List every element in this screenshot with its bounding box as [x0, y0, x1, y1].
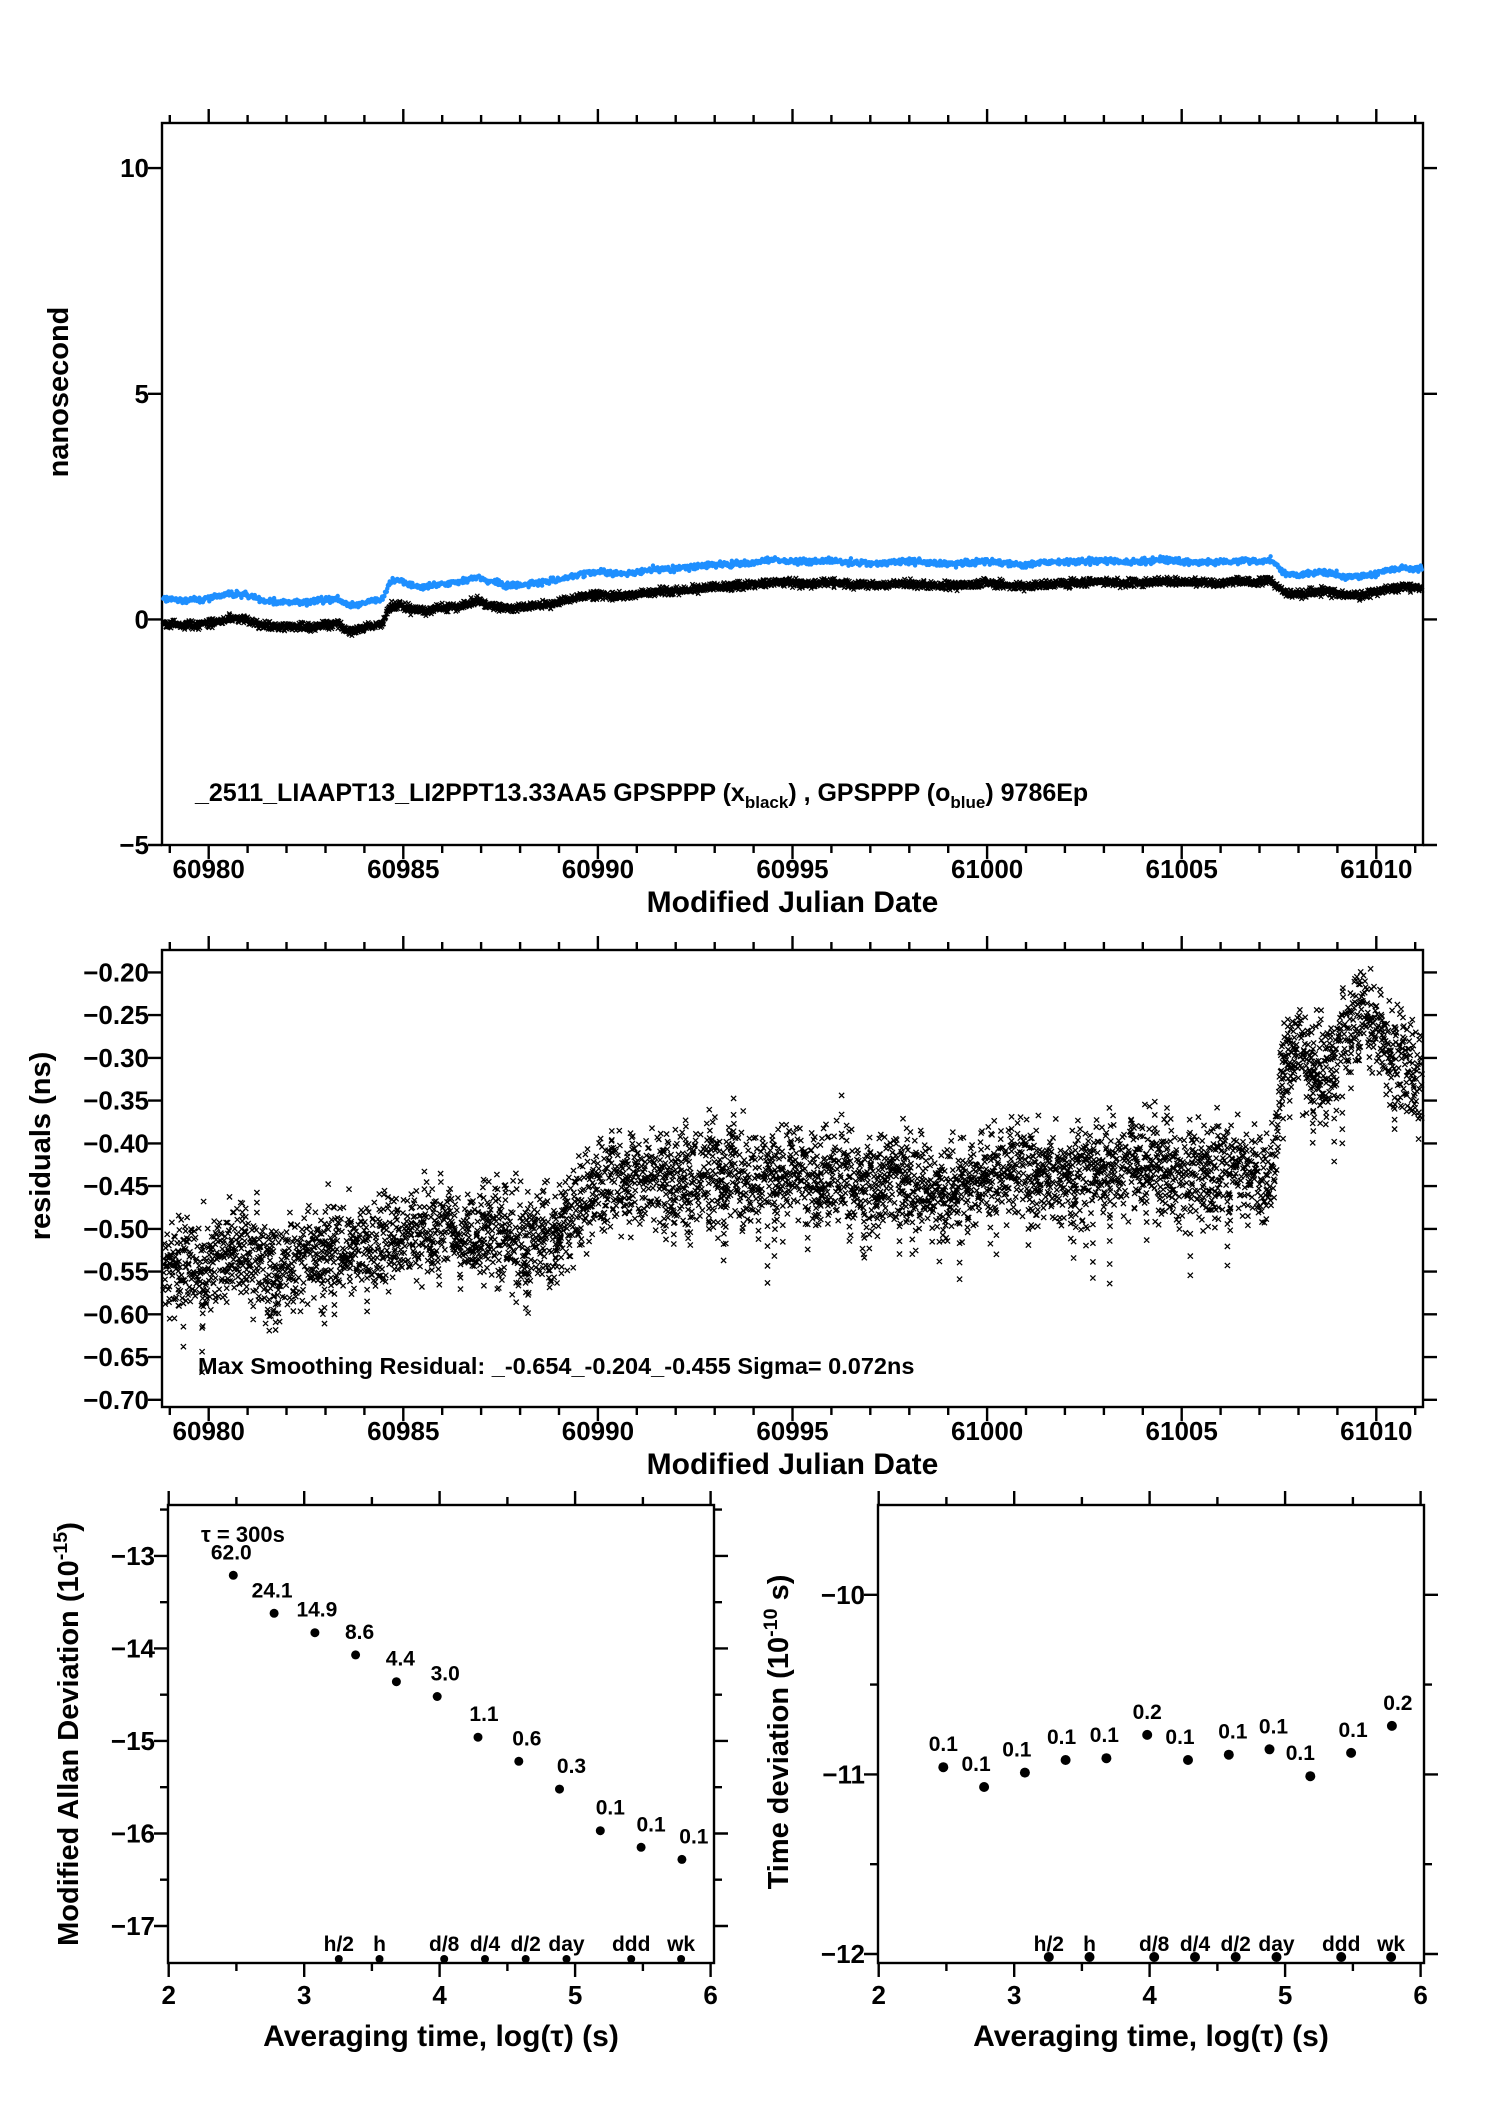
- y-axis-title: Modified Allan Deviation $(10^{-15})$: [50, 1522, 85, 1946]
- data-point: [1224, 1750, 1234, 1760]
- ref-marker-label: h: [1083, 1933, 1096, 1956]
- phase-chart: [43, 109, 1437, 919]
- value-label: 62.0: [210, 1541, 252, 1565]
- ref-marker-label: day: [548, 1933, 585, 1956]
- y-tick-label: −17: [110, 1911, 155, 1941]
- plot-annotation: _2511_LIAAPT13_LI2PPT13.33AA5 GPSPPP $(x_{black})$ , GPSPPP $(o_{blue})$ 9786Ep: [195, 779, 1089, 812]
- x-tick-label: 2: [871, 1980, 886, 2010]
- value-label: 3.0: [430, 1662, 460, 1686]
- tau-note: τ = 300s: [201, 1522, 285, 1547]
- ref-marker-label: wk: [667, 1933, 696, 1956]
- x-tick-label: 61005: [1145, 854, 1218, 884]
- value-label: 0.1: [636, 1813, 666, 1837]
- y-axis-title: residuals (ns): [25, 1051, 57, 1241]
- ref-marker-label: day: [1258, 1933, 1295, 1956]
- y-tick-label: −14: [110, 1633, 155, 1664]
- y-tick-label: −0.35: [83, 1085, 149, 1116]
- value-label: 0.1: [961, 1753, 991, 1776]
- data-point: [979, 1782, 989, 1792]
- ref-marker-label: d/8: [429, 1933, 460, 1956]
- x-tick-label: 5: [1277, 1980, 1293, 2010]
- ref-marker-label: d/2: [1220, 1933, 1251, 1956]
- axis-frame: [168, 1505, 714, 1963]
- value-label: 0.1: [1218, 1720, 1248, 1744]
- data-point: [1346, 1748, 1356, 1758]
- data-point: [938, 1762, 948, 1772]
- value-label: 0.1: [679, 1825, 709, 1849]
- data-point: [392, 1677, 401, 1686]
- y-axis-title: Time deviation ($10^{-10}$ s): [760, 1574, 795, 1890]
- x-tick-label: 6: [1413, 1980, 1428, 2010]
- y-tick-label: −0.25: [83, 1000, 149, 1031]
- x-tick-label: 3: [296, 1980, 312, 2010]
- data-points: [211, 1541, 709, 1864]
- x-tick-label: 61000: [950, 1416, 1024, 1446]
- y-tick-label: −0.65: [83, 1342, 149, 1373]
- data-point: [555, 1785, 564, 1794]
- ref-marker-label: d/4: [469, 1933, 501, 1956]
- x-axis-title: Averaging time, log(τ) (s): [973, 2020, 1329, 2053]
- data-point: [1101, 1753, 1111, 1763]
- y-tick-label: −11: [822, 1759, 865, 1790]
- data-point: [1183, 1755, 1193, 1765]
- ref-marker-label: h/2: [323, 1933, 354, 1956]
- x-axis-title: Averaging time, log(τ) (s): [263, 2020, 619, 2053]
- data-point: [270, 1609, 279, 1618]
- ref-marker-label: d/4: [1179, 1933, 1211, 1956]
- ref-marker-dot: [481, 1955, 489, 1963]
- data-point: [351, 1650, 360, 1659]
- value-label: 0.1: [1285, 1742, 1315, 1766]
- ref-marker-dot: [376, 1955, 384, 1963]
- data-point: [1020, 1768, 1030, 1778]
- data-point: [1387, 1721, 1397, 1731]
- ref-marker-dot: [627, 1955, 635, 1963]
- plot-annotation: Max Smoothing Residual: _-0.654_-0.204_-0.455 Sigma= 0.072ns: [198, 1353, 915, 1379]
- y-tick-label: −0.55: [83, 1256, 149, 1287]
- ref-marker-label: h/2: [1033, 1933, 1064, 1956]
- y-tick-label: −0.20: [83, 957, 149, 988]
- x-tick-label: 60995: [756, 854, 829, 884]
- x-tick-label: 61005: [1145, 1416, 1218, 1446]
- y-tick-label: −5: [119, 830, 149, 860]
- y-tick-label: 0: [134, 604, 149, 635]
- value-label: 0.1: [595, 1796, 625, 1820]
- data-point: [596, 1826, 605, 1835]
- axis-frame: [162, 123, 1423, 845]
- x-tick-label: 60990: [561, 1416, 635, 1446]
- y-tick-label: −13: [110, 1540, 155, 1571]
- ref-marker-label: wk: [1377, 1933, 1406, 1956]
- ref-marker-dot: [522, 1955, 530, 1963]
- data-point: [677, 1855, 686, 1864]
- data-point: [514, 1757, 523, 1766]
- value-label: 0.1: [1002, 1738, 1032, 1762]
- x-tick-label: 4: [432, 1980, 447, 2010]
- data-point: [637, 1843, 646, 1852]
- y-tick-label: −0.60: [83, 1299, 149, 1330]
- x-axis-title: Modified Julian Date: [646, 1448, 939, 1481]
- ref-marker-label: d/2: [510, 1933, 541, 1956]
- y-axis-title: nanosecond: [43, 306, 75, 478]
- axis-ticks: [148, 109, 1437, 859]
- data-point: [433, 1692, 442, 1701]
- value-label: 24.1: [251, 1579, 293, 1603]
- ref-marker-dot: [440, 1955, 448, 1963]
- value-label: 0.1: [1165, 1726, 1195, 1749]
- value-label: 0.1: [1338, 1718, 1368, 1742]
- value-label: 0.1: [1258, 1715, 1289, 1739]
- value-label: 0.1: [1089, 1724, 1120, 1748]
- value-label: 0.1: [928, 1733, 958, 1757]
- value-label: 1.1: [469, 1703, 499, 1727]
- value-label: 0.2: [1132, 1700, 1162, 1724]
- x-tick-label: 61010: [1340, 1416, 1413, 1446]
- data-point: [1305, 1771, 1315, 1781]
- ref-marker-dot: [335, 1955, 343, 1963]
- y-tick-label: −12: [820, 1939, 865, 1969]
- ref-marker-label: d/8: [1139, 1933, 1170, 1956]
- residuals-chart: [25, 936, 1437, 1481]
- ref-marker-label: ddd: [1321, 1933, 1361, 1956]
- data-points: [929, 1692, 1413, 1792]
- x-tick-label: 3: [1006, 1980, 1022, 2010]
- x-axis-title: Modified Julian Date: [646, 886, 939, 919]
- value-label: 14.9: [296, 1598, 338, 1622]
- data-point: [1061, 1755, 1071, 1765]
- data-point: [474, 1733, 483, 1742]
- ref-marker-dot: [677, 1955, 685, 1963]
- series-residuals-x-black: [161, 966, 1425, 1375]
- data-point: [229, 1571, 238, 1580]
- y-tick-label: −0.30: [83, 1042, 149, 1073]
- y-tick-label: −0.50: [83, 1213, 149, 1244]
- y-tick-label: −0.45: [83, 1171, 149, 1202]
- x-tick-label: 60985: [367, 1416, 440, 1446]
- x-tick-label: 60985: [367, 854, 440, 884]
- x-tick-label: 61010: [1340, 854, 1413, 884]
- x-tick-label: 60980: [172, 1416, 245, 1446]
- value-label: 8.6: [344, 1620, 375, 1644]
- x-tick-label: 2: [161, 1980, 176, 2010]
- value-label: 4.4: [385, 1647, 416, 1671]
- value-label: 0.2: [1383, 1691, 1413, 1715]
- x-tick-label: 5: [567, 1980, 583, 2010]
- x-tick-label: 6: [703, 1980, 718, 2010]
- y-tick-label: 5: [134, 378, 149, 409]
- data-point: [1142, 1730, 1152, 1740]
- x-tick-label: 61000: [950, 854, 1024, 884]
- reference-markers: [324, 1933, 696, 1963]
- reference-markers: [1034, 1933, 1406, 1962]
- data-point: [310, 1628, 319, 1637]
- mdev-chart: [50, 1491, 728, 2053]
- value-label: 0.6: [512, 1727, 542, 1751]
- y-tick-label: −16: [110, 1818, 155, 1849]
- y-tick-label: −0.70: [83, 1384, 149, 1415]
- x-tick-label: 60990: [561, 854, 635, 884]
- ref-marker-label: ddd: [611, 1933, 651, 1956]
- ref-marker-label: h: [373, 1933, 386, 1956]
- y-tick-label: 10: [120, 153, 149, 184]
- value-label: 0.3: [556, 1755, 587, 1779]
- data-point: [1265, 1744, 1275, 1754]
- tdev-chart: [760, 1491, 1438, 2053]
- ref-marker-dot: [563, 1955, 571, 1963]
- y-tick-label: −0.40: [83, 1128, 149, 1159]
- x-tick-label: 60995: [756, 1416, 829, 1446]
- axis-frame: [162, 950, 1423, 1407]
- value-label: 0.1: [1046, 1726, 1077, 1749]
- y-tick-label: −15: [110, 1725, 155, 1756]
- y-tick-label: −10: [820, 1579, 865, 1610]
- x-tick-label: 60980: [172, 854, 245, 884]
- x-tick-label: 4: [1142, 1980, 1157, 2010]
